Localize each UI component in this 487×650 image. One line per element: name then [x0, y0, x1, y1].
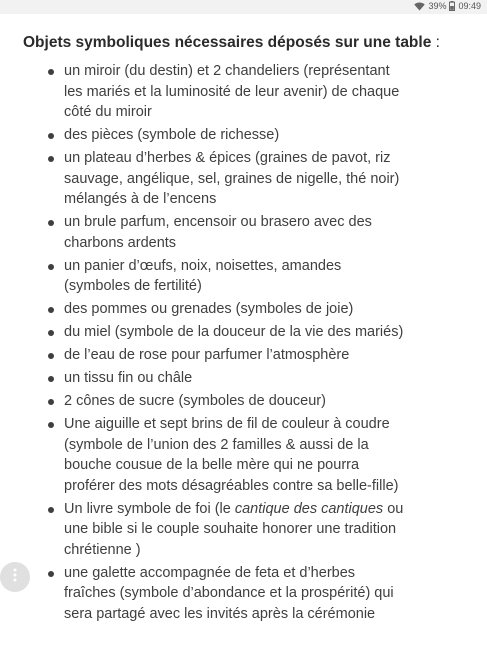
list-item-line: des pommes ou grenades (symboles de joie) [64, 301, 354, 317]
more-options-button[interactable] [0, 562, 30, 592]
list-item-text: Un livre symbole de foi (le [64, 500, 235, 517]
list-item-coins [23, 125, 483, 146]
book-title-italic: cantique des cantiques [234, 500, 384, 517]
list-item-mirror [23, 61, 483, 123]
battery-percent: 39% [428, 1, 447, 11]
list-item-line: une galette accompagnée de feta et d’herbes [64, 564, 356, 581]
heading-text: Objets symboliques nécessaires déposés sur une table [23, 34, 432, 51]
list-item-line: charbons ardents [64, 234, 177, 251]
list-item-line: des pièces (symbole de richesse) [64, 127, 280, 143]
list-item-apples [23, 299, 483, 320]
list-item-fabric [23, 368, 483, 389]
status-indicators [414, 1, 481, 11]
list-item-line: sauvage, angélique, sel, graines de nigelle, thé noir) [64, 170, 400, 187]
list-item-line: chrétienne ) [64, 541, 141, 558]
document-heading [23, 33, 483, 53]
list-item-line: du miel (symbole de la douceur de la vie des mariés) [64, 324, 404, 340]
list-item-herbs-tray [23, 148, 483, 210]
list-item-line: proférer des mots désagréables contre sa belle-fille) [64, 477, 399, 494]
list-item-line: un miroir (du destin) et 2 chandeliers (représentant [64, 63, 390, 79]
list-item-line: sera partagé avec les invités après la cérémonie [64, 605, 376, 622]
list-item-line: Une aiguille et sept brins de fil de couleur à coudre [64, 416, 390, 432]
list-item-line [64, 499, 483, 520]
list-item-galette [23, 563, 483, 625]
list-item-line: un tissu fin ou châle [64, 370, 193, 386]
list-item-honey [23, 322, 483, 343]
heading-colon: : [431, 34, 440, 51]
clock-time: 09:49 [458, 1, 481, 11]
list-item-line: les mariés et la luminosité de leur avenir) de chaque [64, 83, 400, 100]
objects-list [23, 61, 483, 624]
list-item-line: de l’eau de rose pour parfumer l’atmosphère [64, 347, 350, 363]
list-item-needle [23, 414, 483, 496]
list-item-line: (symbole de l’union des 2 familles & aussi de la [64, 436, 369, 453]
list-item-egg-basket [23, 256, 483, 297]
list-item-line: un plateau d’herbes & épices (graines de pavot, riz [64, 150, 391, 166]
list-item-line: bouche cousue de la belle mère qui ne pourra [64, 457, 360, 473]
wifi-icon [414, 2, 425, 11]
list-item-line: un panier d’œufs, noix, noisettes, amandes [64, 257, 342, 274]
list-item-line: (symboles de fertilité) [64, 278, 202, 294]
list-item-line: une bible si le couple souhaite honorer une tradition [64, 521, 397, 537]
list-item-holy-book [23, 499, 483, 561]
list-item-line: 2 cônes de sucre (symboles de douceur) [64, 393, 326, 409]
list-item-rose-water [23, 345, 483, 366]
list-item-line: côté du miroir [64, 104, 152, 120]
document-content [23, 33, 483, 627]
list-item-line: un brule parfum, encensoir ou brasero avec des [64, 214, 372, 230]
status-bar [0, 0, 487, 14]
list-item-line: fraîches (symbole d’abondance et la prospérité) qui [64, 585, 394, 601]
list-item-sugar-cones [23, 391, 483, 412]
list-item-text: ou [383, 500, 404, 517]
battery-icon [449, 1, 455, 11]
list-item-incense-burner [23, 212, 483, 253]
list-item-line: mélangés à de l’encens [64, 191, 217, 207]
vertical-dots-icon [13, 568, 17, 587]
